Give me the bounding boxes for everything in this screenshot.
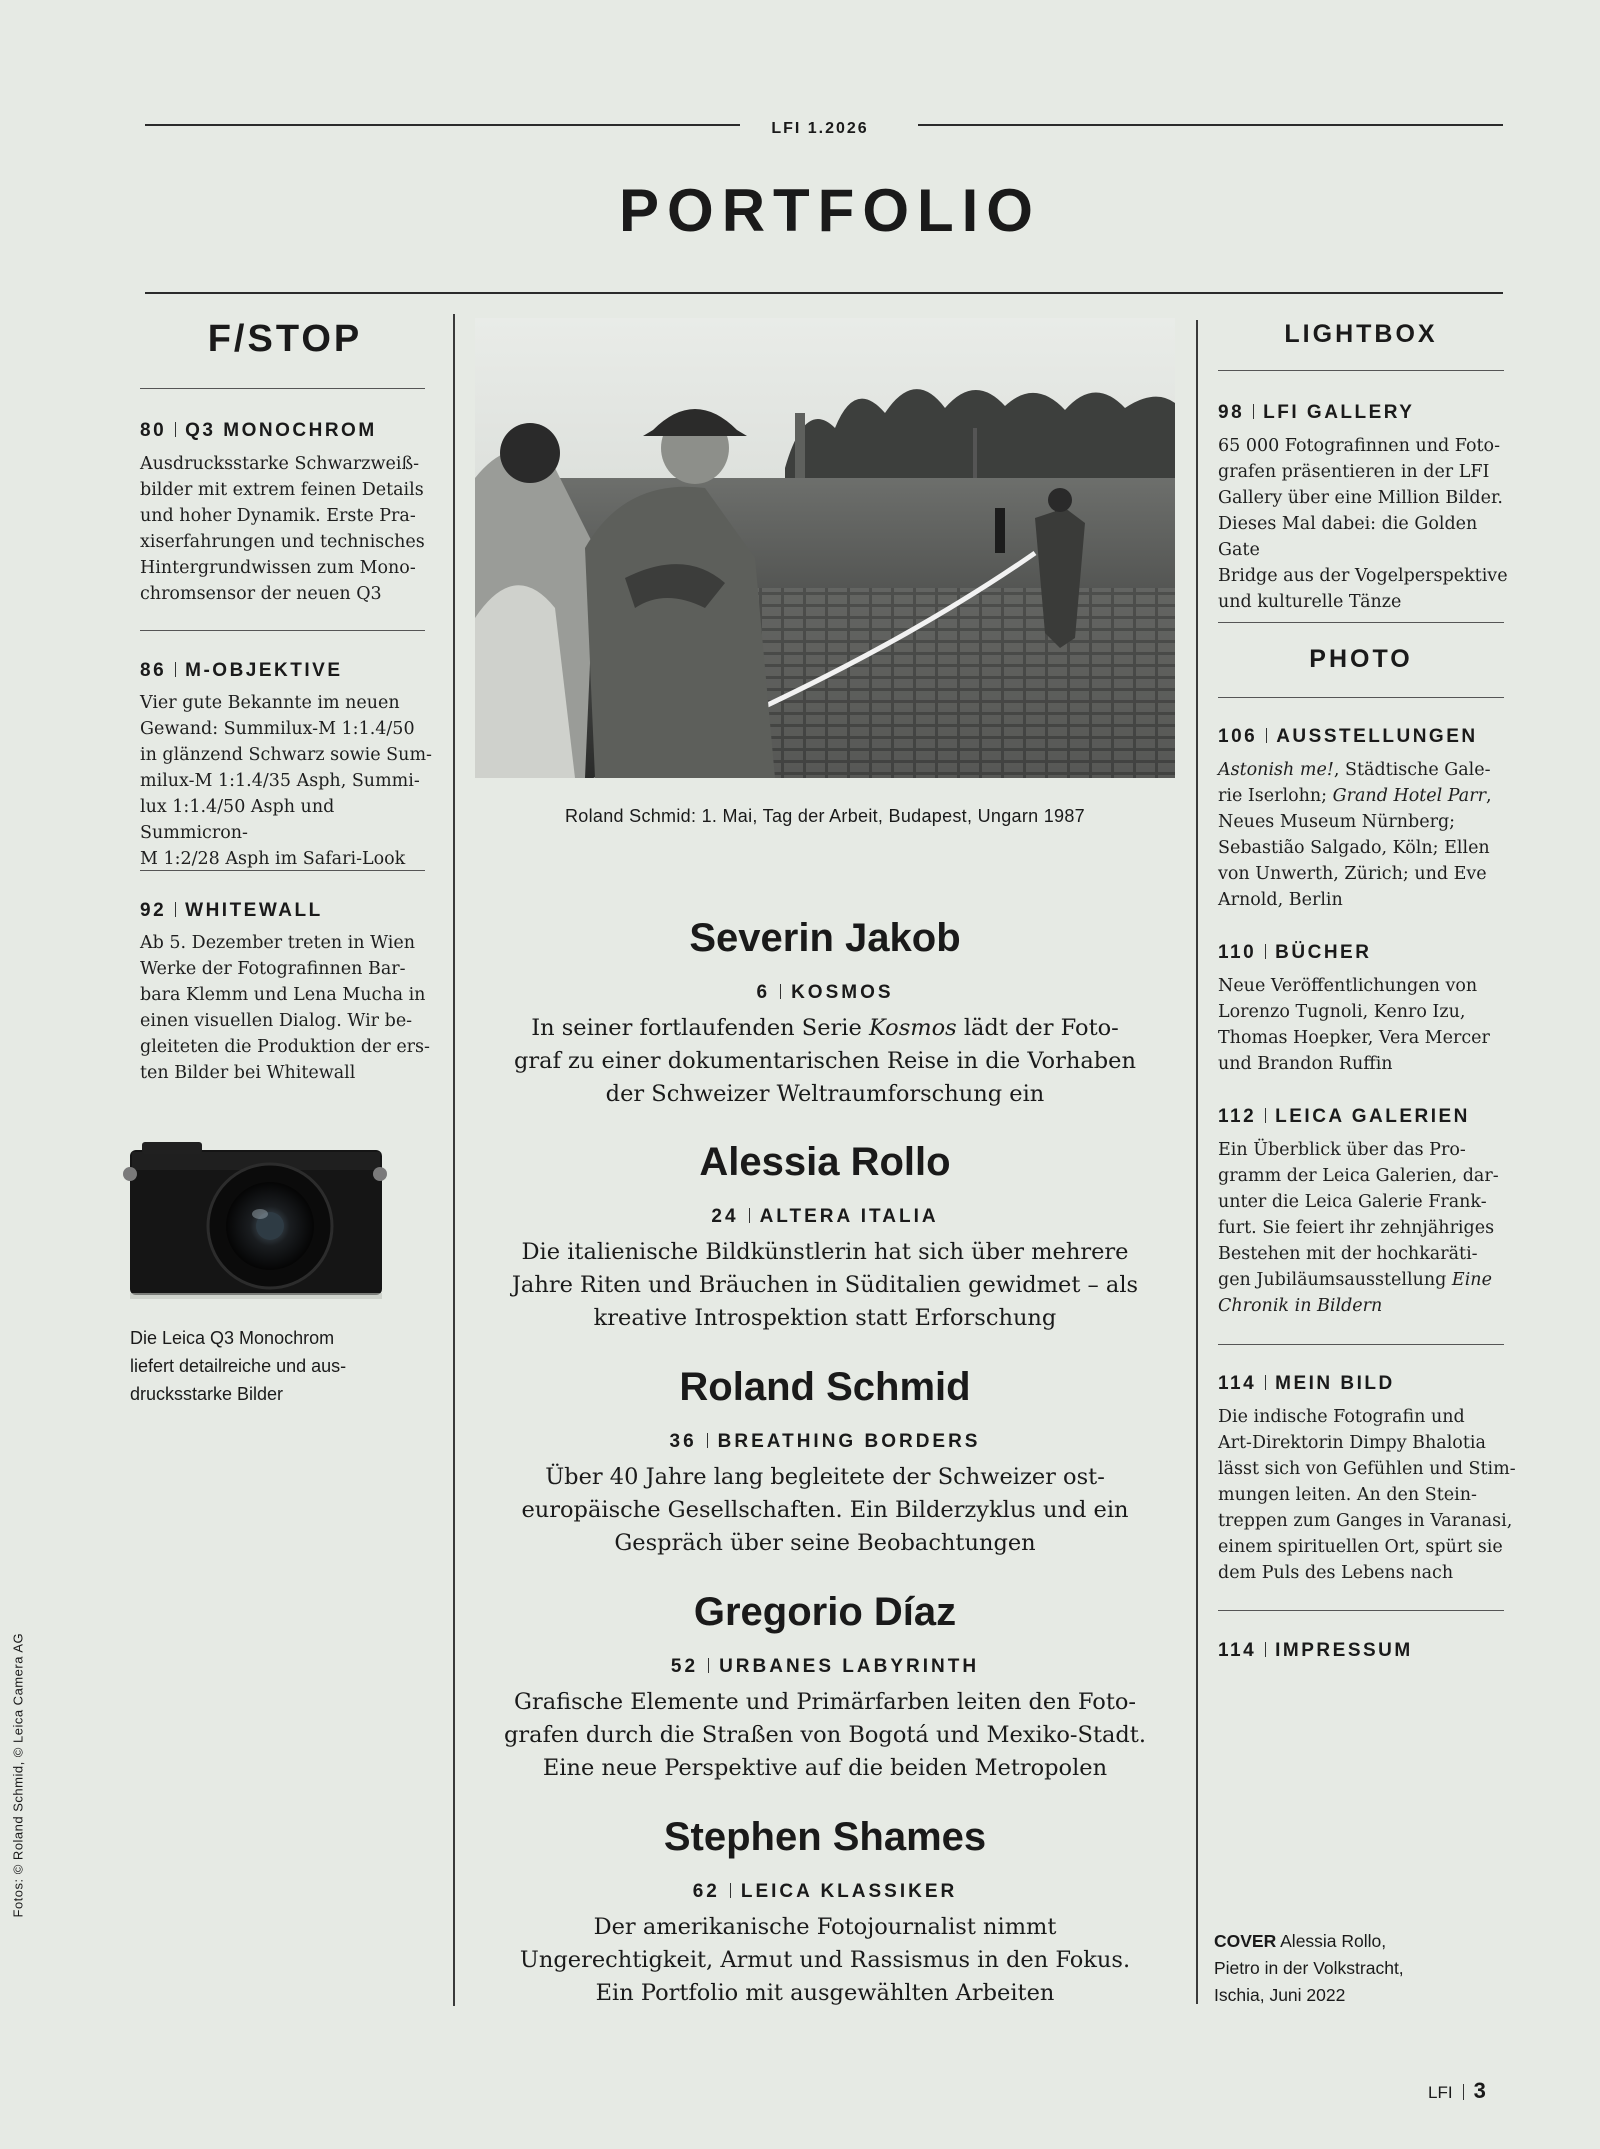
fstop-title: F/STOP	[207, 318, 363, 360]
story-text: Der amerikanische Fotojournalist nimmt Ungerechtigkeit, Armut und Rassismus in den Fokus. Ein Portfolio mit ausgewählten Arbeiten	[519, 1914, 1131, 2006]
camera-caption: Die Leica Q3 Monochrom liefert detailreiche und aus- drucksstarke Bilder	[130, 1328, 347, 1404]
page-title: PORTFOLIO	[619, 177, 1041, 244]
photo-item-heading: 110 BÜCHER	[1218, 942, 1372, 963]
fstop-item-heading: 86 M-OBJEKTIVE	[140, 660, 343, 681]
story-text: In seiner fortlaufenden Serie Kosmos lädt der Foto- graf zu einer dokumentarischen Reise in die Vorhaben der Schweizer Weltraumforschung ein	[514, 1015, 1136, 1107]
fstop-item-heading: 80 Q3 MONOCHROM	[140, 420, 377, 441]
fstop-divider	[140, 870, 425, 871]
photo-caption: Roland Schmid: 1. Mai, Tag der Arbeit, Budapest, Ungarn 1987	[565, 806, 1085, 826]
lightbox-item-text: 65 000 Fotografinnen und Foto- grafen präsentieren in der LFI Gallery über eine Million Bilder. Dieses Mal dabei: die Golden Gate Bridge aus der Vogelperspektive und kulturelle Tänze	[1218, 436, 1508, 612]
story-name: Roland Schmid	[679, 1365, 971, 1409]
photo-item-text: Die indische Fotografin und Art-Direktorin Dimpy Bhalotia lässt sich von Gefühlen und Stim- mungen leiten. An den Stein- treppen zum Ganges in Varanasi, einem spirituellen Ort, spürt sie dem Puls des Lebens nach	[1218, 1407, 1516, 1583]
photo-item-heading: 114 MEIN BILD	[1218, 1373, 1395, 1394]
story-heading: 6 KOSMOS	[756, 982, 894, 1003]
photo-title-rule	[1218, 697, 1504, 698]
fstop-title-rule	[140, 388, 425, 389]
column-divider-right	[1196, 320, 1198, 2004]
photo-item-heading: 106 AUSSTELLUNGEN	[1218, 726, 1478, 747]
story-text: Grafische Elemente und Primärfarben leiten den Foto- grafen durch die Straßen von Bogotá und Mexiko-Stadt. Eine neue Perspektive auf die beiden Metropolen	[504, 1689, 1146, 1781]
fstop-divider	[140, 630, 425, 631]
fstop-item-text: Ausdrucksstarke Schwarzweiß- bilder mit extrem feinen Details und hoher Dynamik. Erste Pra- xiserfahrungen und technisches Hintergrundwissen zum Mono- chromsensor der neuen Q3	[140, 454, 425, 604]
photo-item-heading: 114 IMPRESSUM	[1218, 1640, 1413, 1661]
lightbox-title: LIGHTBOX	[1284, 320, 1438, 348]
story-heading: 24 ALTERA ITALIA	[711, 1206, 939, 1227]
story-name: Alessia Rollo	[699, 1140, 951, 1184]
photo-credit: Fotos: © Roland Schmid, © Leica Camera AG	[10, 1632, 26, 1918]
photo-item-text: Neue Veröffentlichungen von Lorenzo Tugnoli, Kenro Izu, Thomas Hoepker, Vera Mercer und Brandon Ruffin	[1218, 976, 1490, 1074]
fstop-item-text: Ab 5. Dezember treten in Wien Werke der Fotografinnen Bar- bara Klemm und Lena Mucha in einen visuellen Dialog. Wir be- gleiteten die Produktion der ers- ten Bilder bei Whitewall	[140, 933, 430, 1083]
issue-label: LFI 1.2026	[771, 120, 869, 137]
photo-item-text: Astonish me!, Städtische Gale- rie Iserlohn; Grand Hotel Parr, Neues Museum Nürnberg; Sebastião Salgado, Köln; Ellen von Unwerth, Zürich; und Eve Arnold, Berlin	[1218, 760, 1492, 910]
feature-photo	[475, 318, 1175, 778]
cover-credit: COVER Alessia Rollo, Pietro in der Volkstracht, Ischia, Juni 2022	[1214, 1931, 1404, 2005]
lightbox-title-rule	[1218, 370, 1504, 371]
photo-section-title: PHOTO	[1309, 645, 1413, 673]
lightbox-item-heading: 98 LFI GALLERY	[1218, 402, 1415, 423]
story-name: Stephen Shames	[663, 1815, 987, 1859]
camera-image	[122, 1138, 388, 1303]
story-heading: 52 URBANES LABYRINTH	[670, 1656, 980, 1677]
fstop-item-heading: 92 WHITEWALL	[140, 900, 323, 921]
photo-item-text: Ein Überblick über das Pro- gramm der Leica Galerien, dar- unter die Leica Galerie Frank- furt. Sie feiert ihr zehnjähriges Bestehen mit der hochkaräti- gen Jubiläumsausstellung Eine Chronik in Bildern	[1218, 1140, 1499, 1316]
header-rule-left	[145, 124, 740, 126]
photo-item-heading: 112 LEICA GALERIEN	[1218, 1106, 1470, 1127]
story-text: Die italienische Bildkünstlerin hat sich über mehrere Jahre Riten und Bräuchen in Süditalien gewidmet – als kreative Introspektion statt Erforschung	[511, 1239, 1139, 1331]
right-divider	[1218, 1610, 1504, 1611]
story-heading: 36 BREATHING BORDERS	[669, 1431, 981, 1452]
story-name: Gregorio Díaz	[693, 1590, 957, 1634]
column-divider-left	[453, 314, 455, 2006]
header-rule-right	[918, 124, 1503, 126]
story-name: Severin Jakob	[689, 916, 961, 960]
fstop-item-text: Vier gute Bekannte im neuen Gewand: Summilux-M 1:1.4/50 in glänzend Schwarz sowie Sum- milux-M 1:1.4/35 Asph, Summi- lux 1:1.4/50 Asph und Summicron- M 1:2/28 Asph im Safari-Look	[140, 693, 432, 869]
page-number: LFI 3	[1428, 2078, 1486, 2103]
story-text: Über 40 Jahre lang begleitete der Schweizer ost- europäische Gesellschaften. Ein Bilderzyklus und ein Gespräch über seine Beobachtungen	[521, 1464, 1129, 1556]
right-divider	[1218, 622, 1504, 623]
right-divider	[1218, 1344, 1504, 1345]
header-rule-bottom	[145, 292, 1503, 294]
story-heading: 62 LEICA KLASSIKER	[692, 1881, 958, 1902]
